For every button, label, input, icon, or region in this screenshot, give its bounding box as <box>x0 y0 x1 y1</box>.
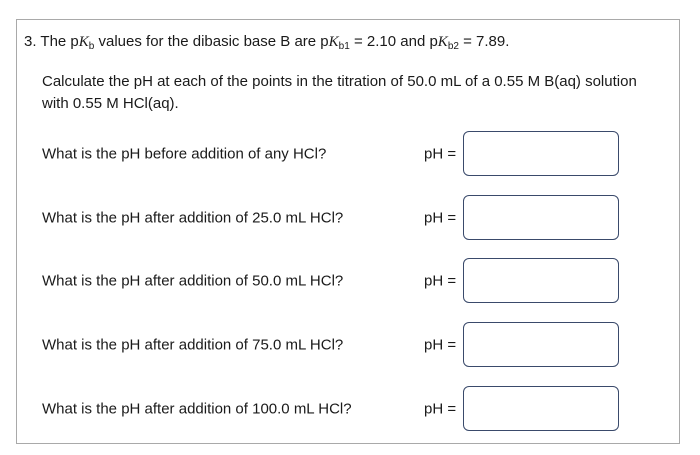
question-header <box>24 33 509 52</box>
question-text: What is the pH after addition of 50.0 mL HCl? <box>42 272 344 289</box>
header-kb-sub: b <box>88 41 95 52</box>
header-kb1: K <box>328 34 339 50</box>
ph-label: pH = <box>424 145 457 162</box>
question-row-5 <box>42 386 642 431</box>
header-kb2-sub: b2 <box>447 41 459 52</box>
question-text: What is the pH after addition of 100.0 mL HCl? <box>42 400 352 417</box>
header-mid: values for the dibasic base B are p <box>94 33 329 50</box>
question-row-2 <box>42 195 642 240</box>
question-row-4 <box>42 322 642 367</box>
ph-label: pH = <box>424 209 457 226</box>
header-kb: K <box>78 34 89 50</box>
question-text: What is the pH after addition of 75.0 mL HCl? <box>42 336 344 353</box>
question-row-1 <box>42 131 642 176</box>
header-kb1-sub: b1 <box>338 41 350 52</box>
question-text: What is the pH before addition of any HCl? <box>42 145 327 162</box>
ph-label: pH = <box>424 336 457 353</box>
ph-answer-input-5[interactable] <box>463 386 619 431</box>
ph-answer-input-3[interactable] <box>463 258 619 303</box>
ph-answer-input-2[interactable] <box>463 195 619 240</box>
header-val2: = 7.89. <box>458 33 510 50</box>
ph-answer-input-1[interactable] <box>463 131 619 176</box>
intro-text: Calculate the pH at each of the points in the titration of 50.0 mL of a 0.55 M B(aq) solution with 0.55 M HCl(aq). <box>42 73 637 112</box>
header-val1: = 2.10 and p <box>349 33 438 50</box>
header-kb2: K <box>437 34 448 50</box>
question-row-3 <box>42 258 642 303</box>
ph-label: pH = <box>424 400 457 417</box>
ph-label: pH = <box>424 272 457 289</box>
header-number: 3. The p <box>24 33 79 50</box>
question-text: What is the pH after addition of 25.0 mL HCl? <box>42 209 344 226</box>
ph-answer-input-4[interactable] <box>463 322 619 367</box>
